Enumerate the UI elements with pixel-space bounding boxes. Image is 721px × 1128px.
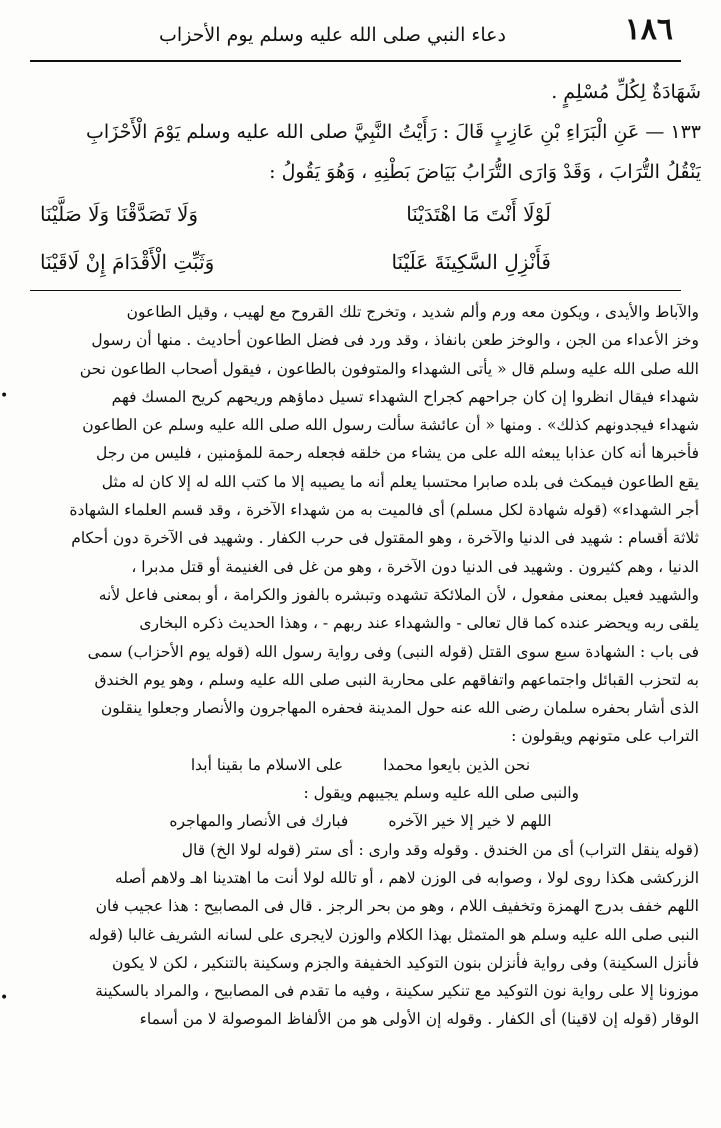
- verse-hemistich: وَثَبِّتِ الْأَقْدَامَ إِنْ لَاقَيْنَا: [40, 250, 215, 274]
- margin-mark: •: [0, 388, 9, 404]
- commentary-line: الله صلى الله عليه وسلم قال « يأتى الشهداء والمتوفون بالطاعون ، فيقول أصحاب الطاعون نحن: [79, 359, 699, 378]
- poem-hemistich: على الاسلام ما بقينا أبدا: [190, 755, 344, 774]
- page-number: ١٨٦: [624, 12, 673, 47]
- poem-hemistich: فبارك فى الأنصار والمهاجره: [169, 812, 349, 831]
- commentary-line: شهداء فيقال انظروا إن كان جراحهم كجراح الشهداء تسيل دماؤهم وريحهم كريح المسك فهم: [111, 387, 699, 406]
- poem-hemistich: اللهم لا خير إلا خير الآخره: [388, 812, 552, 831]
- hadith-line: شَهَادَةٌ لِكُلِّ مُسْلِمٍ .: [551, 81, 701, 103]
- hadith-line: يَنْقُلُ التُّرَابَ ، وَقَدْ وَارَى التُّرَابُ بَيَاضَ بَطْنِهِ ، وَهُوَ يَقُولُ :: [269, 161, 701, 183]
- running-title: دعاء النبي صلى الله عليه وسلم يوم الأحزاب: [159, 24, 506, 46]
- commentary-line: الوقار (قوله إن لاقينا) أى الكفار . وقوله إن الأولى هو من الألفاظ الموصولة لا من أسماء: [139, 1010, 699, 1029]
- verse-hemistich: فَأَنْزِلِ السَّكِينَةَ عَلَيْنَا: [391, 250, 551, 274]
- commentary-line: الذى أشار بحفره سلمان رضى الله عنه حول المدينة فحفره المهاجرون والأنصار وجعلوا ينقلون: [100, 699, 699, 718]
- commentary-line: والنبى صلى الله عليه وسلم يجيبهم ويقول :: [303, 784, 579, 803]
- commentary-line: شهداء فيجدونهم كذلك» . ومنها « أن عائشة سألت رسول الله صلى الله عليه وسلم عن الطاعون: [82, 416, 699, 435]
- commentary-line: اللهم خفف بدرج الهمزة وتخفيف اللام ، وهو من بحر الرجز . قال فى المصابيح : هذا عجيب فان: [95, 897, 699, 916]
- commentary-line: موزونا إلا على رواية نون التوكيد مع تنكير سكينة ، وفيه ما تقدم فى المصابيح ، والمراد بالسكينة: [95, 982, 699, 1001]
- commentary-line: (قوله ينقل التراب) أى من الخندق . وقوله وقد وارى : أى ستر (قوله لولا الخ) قال: [181, 840, 699, 859]
- commentary-line: فأنزل السكينة) وفى رواية فأنزلن بنون التوكيد الخفيفة والجزم وسكينة بالتنكير ، لكن لا يكون: [111, 953, 699, 972]
- commentary-line: فأخبرها أنه كان عذابا يبعثه الله على من يشاء من خلقه فجعله رحمة للمؤمنين ، فليس من رجل: [95, 444, 699, 463]
- commentary-line: أجر الشهداء» (قوله شهادة لكل مسلم) أى فالميت به من شهداء الآخرة ، وقد قسم العلماء الشهادة: [69, 501, 699, 520]
- commentary-line: التراب على متونهم ويقولون :: [511, 727, 699, 746]
- commentary-line: به لتحزب القبائل واجتماعهم واتفاقهم على محاربة النبى صلى الله عليه وسلم ، وهو يوم الخندق: [94, 670, 699, 689]
- header-rule: [30, 60, 681, 62]
- commentary-text: [22, 298, 699, 1034]
- commentary-line: والشهيد فعيل بمعنى مفعول ، لأن الملائكة تشهده وتبشره بالفوز والكرامة ، أو بمعنى فاعل لأنه: [98, 585, 699, 604]
- verse-row: [40, 190, 551, 238]
- verse-hemistich: لَوْلَا أَنْتَ مَا اهْتَدَيْنَا: [406, 202, 551, 226]
- poem-hemistich: نحن الذين بايعوا محمدا: [383, 755, 531, 774]
- commentary-line: والآباط والأيدى ، ويكون معه ورم وألم شديد ، وتخرج تلك القروح مع لهيب ، وقيل الطاعون: [126, 303, 699, 321]
- commentary-line: يقع الطاعون فيمكث فى بلده صابرا محتسبا يعلم أنه ما يصيبه إلا ما كتب الله له إلا كان له مثل: [101, 472, 699, 491]
- hadith-verses: [40, 190, 551, 286]
- section-separator: [30, 290, 681, 291]
- commentary-line: وخز الأعداء من الجن ، والوخز طعن بانفاذ ، وقد ورد فى فضل الطاعون أحاديث . منها أن رسول: [91, 331, 699, 350]
- hadith-line: ١٣٣ — عَنِ الْبَرَاءِ بْنِ عَازِبٍ قَالَ : رَأَيْتُ النَّبِيَّ صلى الله عليه وسلم يَوْمَ الْأَحْزَابِ: [85, 121, 701, 143]
- commentary-line: يلقى ربه ويحضر عنده كما قال تعالى - والشهداء عند ربهم - ، وهذا الحديث ذكره البخارى: [139, 614, 699, 633]
- commentary-line: النبى صلى الله عليه وسلم هو المتمثل بهذا الكلام والوزن لايجرى على لسانه الشريف غالبا (قوله: [88, 925, 699, 944]
- commentary-line: فى باب : الشهادة سبع سوى القتل (قوله النبى) وفى رواية رسول الله (قوله يوم الأحزاب) سمى: [87, 642, 699, 661]
- margin-mark: •: [0, 990, 9, 1006]
- verse-hemistich: وَلَا تَصَدَّقْنَا وَلَا صَلَّيْنَا: [40, 202, 199, 226]
- page-header: [36, 14, 673, 58]
- poem-verse: [22, 751, 699, 779]
- poem-verse: [22, 807, 699, 835]
- commentary-line: الزركشى هكذا روى لولا ، وصوابه فى الوزن لاهم ، أو تالله لولا أنت ما اهتدينا اهـ ولاهم أصله: [114, 868, 699, 887]
- hadith-text: [20, 72, 701, 192]
- commentary-line: الدنيا ، وهم كثيرون . وشهيد فى الدنيا دون الآخرة ، وهو من غل فى الغنيمة أو قتل مدبرا ،: [131, 557, 699, 576]
- commentary-line: ثلاثة أقسام : شهيد فى الدنيا والآخرة ، وهو المقتول فى حرب الكفار . وشهيد فى الآخرة دون أحكام: [71, 529, 699, 548]
- verse-row: [40, 238, 551, 286]
